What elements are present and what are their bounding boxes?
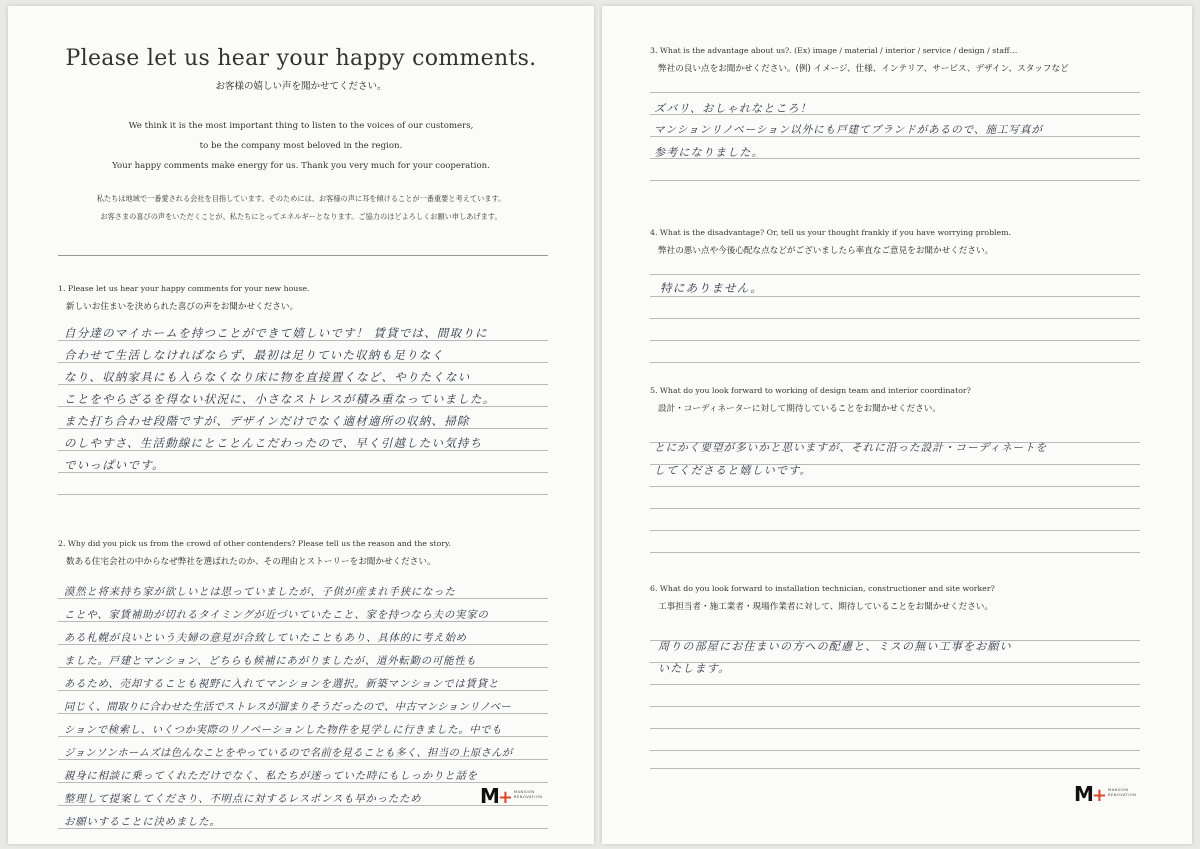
answer-1-line: また打ち合わせ段階ですが、デザインだけでなく適材適所の収納、掃除: [64, 414, 470, 428]
answer-2-line: ました。戸建とマンション、どちらも候補にあがりましたが、道外転勤の可能性も: [64, 655, 477, 667]
question-5-japanese: 設計・コーディネーターに対して期待していることをお聞かせください。: [658, 404, 941, 414]
rule-line: [650, 340, 1140, 341]
rule-line: [650, 318, 1140, 319]
page-subtitle: お客様の嬉しい声を聞かせてください。: [215, 81, 387, 92]
logo-mark: M: [1074, 782, 1094, 806]
rule-line: [650, 750, 1140, 751]
intro-en-line: Your happy comments make energy for us. Thank you very much for your cooperation.: [112, 161, 490, 171]
question-5-english: 5. What do you look forward to working of design team and interior coordinator?: [650, 386, 971, 395]
intro-japanese: [8, 190, 594, 226]
rule-line: [58, 713, 548, 714]
answer-1-line: でいっぱいです。: [64, 458, 165, 472]
rule-line: [58, 759, 548, 760]
question-3-english: 3. What is the advantage about us?. (Ex) image / material / interior / service / design / staff…: [650, 46, 1018, 55]
logo-subtext: [1108, 788, 1136, 797]
answer-3-line: 参考になりました。: [654, 146, 764, 159]
logo-plus: +: [497, 787, 513, 808]
left-page: [8, 6, 594, 844]
answer-5-line: とにかく要望が多いかと思いますが、それに沿った設計・コーディネートを: [654, 442, 1048, 454]
rule-line: [650, 92, 1140, 93]
question-4-japanese: 弊社の悪い点や今後心配な点などがございましたら率直なご意見をお聞かせください。: [658, 246, 994, 256]
answer-2-line: ジョンソンホームズは色んなことをやっているので名前を見ることも多く、担当の上原さんが: [64, 747, 513, 759]
rule-line: [58, 805, 548, 806]
rule-line: [650, 180, 1140, 181]
logo-sub-line: RENOVATION: [514, 794, 543, 799]
logo-sub-line: MANSION: [1108, 788, 1129, 792]
answer-2-line: あるため、売却することも視野に入れてマンションを選択。新築マンションでは賃貸と: [64, 678, 500, 690]
question-3-japanese: 弊社の良い点をお聞かせください。(例) イメージ、仕様、インテリア、サービス、デザイン、スタッフなど: [658, 64, 1069, 74]
answer-1-line: なり、収納家具にも入らなくなり床に物を直接置くなど、やりたくない: [64, 370, 471, 384]
rule-line: [650, 362, 1140, 363]
logo-subtext: [514, 790, 542, 799]
answer-2-line: 漠然と将来持ち家が欲しいとは思っていましたが、子供が産まれ手狭になった: [64, 586, 456, 598]
answer-1-line: ことをやらざるを得ない状況に、小さなストレスが積み重なっていました。: [64, 392, 496, 406]
rule-line: [650, 552, 1140, 553]
rule-line: [58, 621, 548, 622]
answer-6-line: いたします。: [658, 662, 731, 675]
intro-en-line: We think it is the most important thing to listen to the voices of our customers,: [128, 121, 474, 131]
rule-line: [58, 598, 548, 599]
logo-sub-line: RENOVATION: [1108, 792, 1137, 797]
answer-4-line: 特にありません。: [660, 281, 764, 295]
rule-line: [58, 494, 548, 495]
question-2-japanese: 数ある住宅会社の中からなぜ弊社を選ばれたのか、その理由とストーリーをお聞かせください。: [66, 557, 436, 567]
logo-plus: +: [1091, 785, 1107, 806]
answer-3-line: ズバリ、おしゃれなところ！: [654, 102, 813, 115]
rule-line: [58, 828, 548, 829]
answer-2-line: ションで検索し、いくつか実際のリノベーションした物件を見学しに行きました。中でも: [64, 724, 503, 736]
answer-2-line: 整理して提案してくださり、不明点に対するレスポンスも早かったため: [64, 793, 422, 805]
rule-line: [58, 667, 548, 668]
rule-line: [650, 684, 1140, 685]
right-page: [602, 6, 1192, 844]
answer-2-line: お願いすることに決めました。: [64, 816, 221, 828]
rule-line: [650, 728, 1140, 729]
intro-ja-line: 私たちは地域で一番愛される会社を目指しています。そのためには、お客様の声に耳を傾けることが一番重要と考えています。: [96, 194, 506, 203]
intro-ja-line: お客さまの喜びの声をいただくことが、私たちにとってエネルギーとなります。ご協力のほどよろしくお願い申しあげます。: [100, 212, 502, 221]
intro-english: [8, 116, 594, 176]
question-1-japanese: 新しいお住まいを決められた喜びの声をお聞かせください。: [66, 302, 299, 312]
question-2-english: 2. Why did you pick us from the crowd of other contenders? Please tell us the reason and the story.: [58, 539, 451, 548]
header-divider: [58, 255, 548, 256]
answer-2-line: ある札幌が良いという夫婦の意見が合致していたこともあり、具体的に考え始め: [64, 632, 467, 644]
answer-1-line: 合わせて生活しなければならず、最初は足りていた収納も足りなく: [64, 348, 445, 362]
rule-line: [58, 736, 548, 737]
rule-line: [650, 530, 1140, 531]
question-4-english: 4. What is the disadvantage? Or, tell us your thought frankly if you have worrying problem.: [650, 228, 1012, 237]
question-6-japanese: 工事担当者・施工業者・現場作業者に対して、期待していることをお聞かせください。: [658, 602, 993, 612]
answer-2-line: ことや、家賃補助が切れるタイミングが近づいていたこと、家を持つなら夫の実家の: [64, 609, 489, 621]
logo-mark: M: [480, 784, 500, 808]
question-6-english: 6. What do you look forward to installation technician, constructioner and site worker?: [650, 584, 995, 593]
logo-sub-line: MANSION: [514, 790, 535, 794]
answer-5-line: してくださると嬉しいです。: [654, 464, 812, 477]
intro-en-line: to be the company most beloved in the region.: [199, 141, 403, 151]
rule-line: [650, 508, 1140, 509]
answer-3-line: マンションリノベーション以外にも戸建てブランドがあるので、施工写真が: [654, 124, 1043, 136]
rule-line: [650, 486, 1140, 487]
rule-line: [58, 690, 548, 691]
answer-6-line: 周りの部屋にお住まいの方への配慮と、ミスの無い工事をお願い: [658, 640, 1012, 653]
rule-line: [58, 644, 548, 645]
answer-1-line: 自分達のマイホームを持つことができて嬉しいです！ 賃貸では、間取りに: [64, 326, 488, 340]
question-1-english: 1. Please let us hear your happy comments for your new house.: [58, 284, 310, 293]
rule-line: [58, 782, 548, 783]
page-title: Please let us hear your happy comments.: [65, 46, 537, 71]
answer-2-line: 親身に相談に乗ってくれただけでなく、私たちが迷っていた時にもしっかりと話を: [64, 770, 478, 782]
rule-line: [650, 768, 1140, 769]
rule-line: [650, 706, 1140, 707]
answer-2-line: 同じく、間取りに合わせた生活でストレスが溜まりそうだったので、中古マンションリノベー: [64, 701, 511, 713]
answer-1-line: のしやすさ、生活動線にとことんこだわったので、早く引越したい気持ち: [64, 436, 483, 450]
brand-logo: [1074, 782, 1107, 806]
rule-line: [650, 274, 1140, 275]
rule-line: [650, 296, 1140, 297]
brand-logo: [480, 784, 513, 808]
